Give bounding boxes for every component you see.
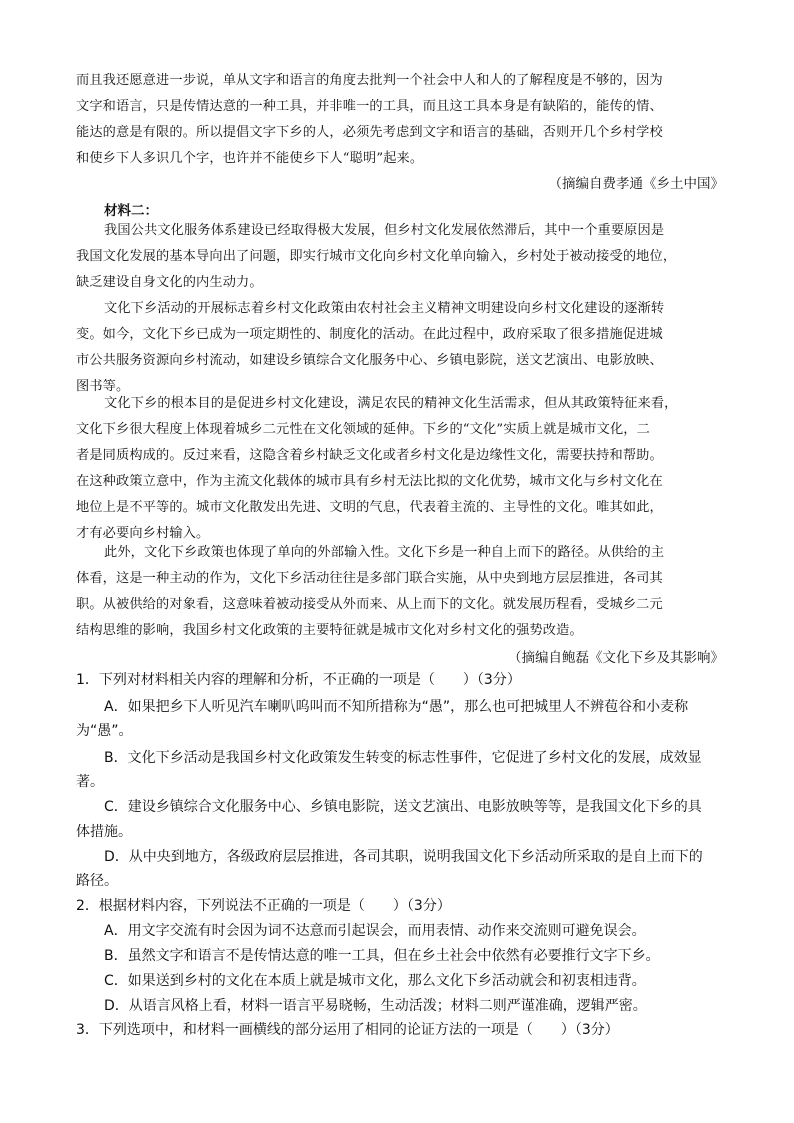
text-line: 在这种政策立意中，作为主流文化载体的城市具有乡村无法比拟的文化优势，城市文化与乡村文化在 [76,473,663,489]
material2-heading: 材料二： [104,203,158,219]
question-1-option-a-cont: 为“愚”。 [76,723,133,739]
text-line: 文化下乡很大程度上体现着城乡二元性在文化领域的延伸。下乡的“文化”实质上就是城市文化，二 [76,421,650,437]
question-2-stem: 2．根据材料内容，下列说法不正确的一项是（ ）（3分） [76,898,451,914]
text-line: 文化下乡活动的开展标志着乡村文化政策由农村社会主义精神文明建设向乡村文化建设的逐渐转 [104,301,665,316]
text-line: 文字和语言，只是传情达意的一种工具，并非唯一的工具，而且这工具本身是有缺陷的，能传的情、 [76,98,663,114]
text-line: 职。从被供给的对象看，这意味着被动接受从外而来、从上而下的文化。就发展历程看，受城乡二元 [76,596,663,612]
text-line: 者是同质构成的。反过来看，这隐含着乡村缺乏文化或者乡村文化是边缘性文化，需要扶持和帮助。 [76,447,663,463]
question-2-option-a[interactable]: A．用文字交流有时会因为词不达意而引起误会，而用表情、动作来交流则可避免误会。 [104,923,646,939]
text-line: 地位上是不平等的。城市文化散发出先进、文明的气息，代表着主流的、主导性的文化。唯其如此， [76,499,663,515]
material2-paragraph-1 [76,218,728,296]
material2-source: （摘编自鲍磊《文化下乡及其影响》 [508,650,724,666]
question-1-option-d-cont: 路径。 [76,873,118,889]
text-line: 和使乡下人多识几个字，也许并不能使乡下人“聪明”起来。 [76,150,424,166]
text-line: 图书等。 [76,378,130,394]
text-line: 变。如今，文化下乡已成为一项定期性的、制度化的活动。在此过程中，政府采取了很多措施促进城 [76,326,663,342]
question-1-option-c-cont: 体措施。 [76,824,132,840]
question-1-option-a[interactable]: A．如果把乡下人听见汽车喇叭呜叫而不知所措称为“愚”，那么也可把城里人不辨苞谷和小麦称 [104,699,689,715]
text-line: 此外，文化下乡政策也体现了单向的外部输入性。文化下乡是一种自上而下的路径。从供给的主 [104,545,665,560]
question-2-option-d[interactable]: D．从语言风格上看，材料一语言平易晓畅，生动活泼；材料二则严谨准确，逻辑严密。 [104,998,647,1014]
material1-source: （摘编自费孝通《乡土中国》 [548,176,724,192]
text-line: 缺乏建设自身文化的内生动力。 [76,274,263,290]
text-line: 而且我还愿意进一步说，单从文字和语言的角度去批判一个社会中人和人的了解程度是不够的，因为 [76,73,663,88]
text-line: 能达的意是有限的。所以提倡文字下乡的人，必须先考虑到文字和语言的基础，否则开几个乡村学校 [76,124,663,140]
question-3-stem: 3．下列选项中，和材料一画横线的部分运用了相同的论证方法的一项是（ ）（3分） [76,1022,619,1038]
question-1-option-b-cont: 著。 [76,774,104,790]
material2-paragraph-4 [76,540,728,644]
question-2-option-c[interactable]: C．如果送到乡村的文化在本质上就是城市文化，那么文化下乡活动就会和初衷相违背。 [104,973,646,989]
text-line: 结构思维的影响，我国乡村文化政策的主要特征就是城市文化对乡村文化的强势改造。 [76,622,583,638]
question-1-option-d[interactable]: D．从中央到地方，各级政府层层推进，各司其职，说明我国文化下乡活动所采取的是自上而下的 [104,849,703,865]
material2-paragraph-2 [76,296,728,400]
question-1-stem: 1．下列对材料相关内容的理解和分析，不正确的一项是（ ）（3分） [76,672,521,688]
question-1-option-b[interactable]: B．文化下乡活动是我国乡村文化政策发生转变的标志性事件，它促进了乡村文化的发展，成效显 [104,750,702,766]
text-line: 我国公共文化服务体系建设已经取得极大发展，但乡村文化发展依然滞后，其中一个重要原因是 [104,223,665,238]
text-line: 市公共服务资源向乡村流动，如建设乡镇综合文化服务中心、乡镇电影院，送文艺演出、电影放映、 [76,352,663,368]
text-line: 文化下乡的根本目的是促进乡村文化建设，满足农民的精神文化生活需求，但从其政策特征来看， [104,396,678,411]
text-line: 我国文化发展的基本导向出了问题，即实行城市文化向乡村文化单向输入，乡村处于被动接受的地位， [76,248,677,264]
text-line: 才有必要向乡村输入。 [76,525,210,541]
text-line: 体看，这是一种主动的作为，文化下乡活动往往是多部门联合实施，从中央到地方层层推进，各司其 [76,570,663,586]
material1-paragraph [76,68,728,172]
question-1-option-c[interactable]: C．建设乡镇综合文化服务中心、乡镇电影院，送文艺演出、电影放映等等，是我国文化下乡的具 [104,799,702,815]
material2-paragraph-3 [76,391,728,546]
question-2-option-b[interactable]: B．虽然文字和语言不是传情达意的唯一工具，但在乡土社会中依然有必要推行文字下乡。 [104,948,660,964]
